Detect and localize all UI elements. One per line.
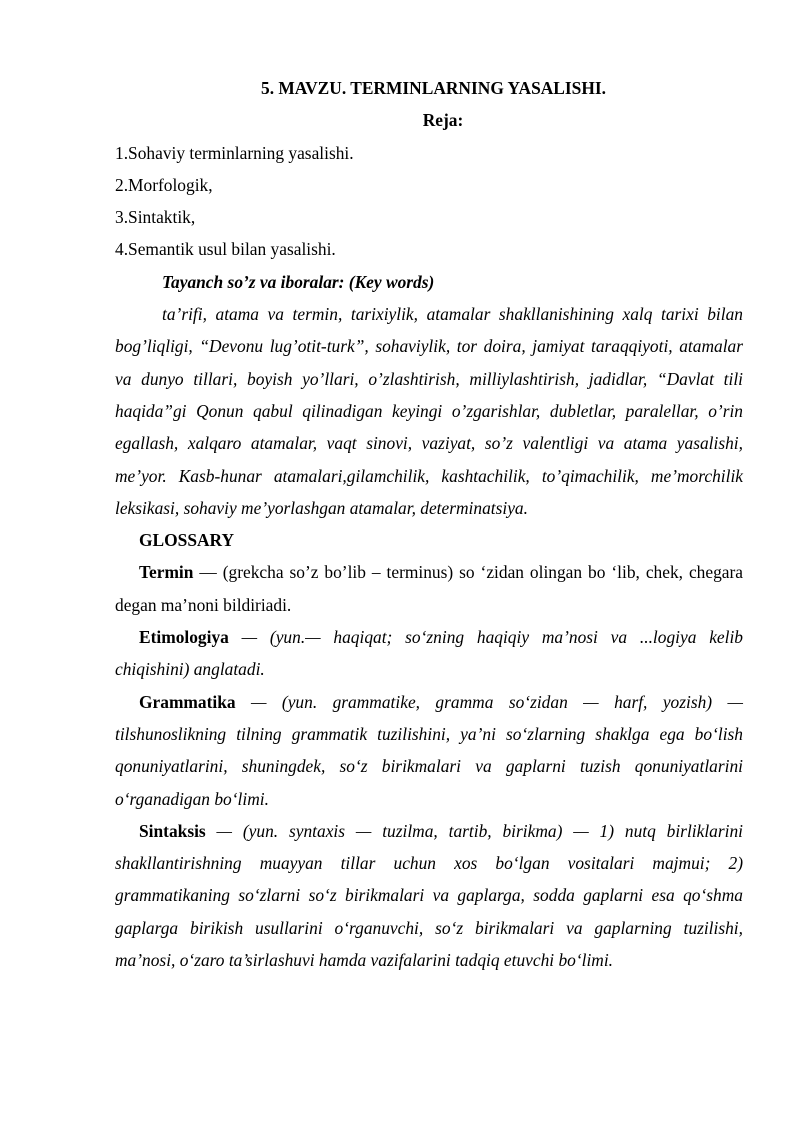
glossary-entry-etimologiya [115, 621, 743, 686]
plan-item-1: 1.Sohaviy terminlarning yasalishi. [115, 142, 354, 163]
glossary-heading: GLOSSARY [139, 530, 235, 551]
glossary-term: Termin [139, 562, 194, 583]
plan-item-3: 3.Sintaktik, [115, 207, 196, 228]
plan-heading: Reja: [422, 110, 464, 131]
document-body [115, 72, 743, 976]
glossary-term: Sintaksis [139, 820, 206, 841]
glossary-entry-grammatika [115, 686, 743, 815]
glossary-definition: — (grekcha so’z bo’lib – terminus) so ‘zidan olingan bo ‘lib, chek, chegara degan ma’noni bildiriadi. [115, 562, 743, 615]
glossary-definition: — (yun. grammatike, gramma so‘zidan — harf, yozish) — tilshunoslikning tilning grammatik tuzilishini, ya’ni so‘zlarning shaklga ega bo‘lish qonuniyatlarini, shuningdek, so‘z birikmalari va gaplarni tuzish qonuniyatlarini o‘rganadigan bo‘limi. [115, 691, 743, 809]
glossary-term: Grammatika [139, 691, 236, 712]
glossary-definition: — (yun. syntaxis — tuzilma, tartib, birikma) — 1) nutq birliklarini shakllantirishning muayyan tillar uchun xos bo‘lgan vositalari majmui; 2) grammatikaning so‘zlarni so‘z birikmalari va gaplarga, sodda gaplarni esa qo‘shma gaplarga birikish usullarini o‘rganuvchi, so‘z birikmalari va gaplarning tuzilishi, ma’nosi, o‘zaro ta’sirlashuvi hamda vazifalarini tadqiq etuvchi bo‘limi. [115, 820, 743, 971]
page-title: 5. MAVZU. TERMINLARNING YASALISHI. [261, 78, 606, 98]
glossary-definition: — (yun.— haqiqat; so‘zning haqiqiy ma’nosi va ...logiya kelib chiqishini) anglatadi. [115, 627, 743, 680]
plan-item-2: 2.Morfologik, [115, 174, 213, 195]
plan-item-4: 4.Semantik usul bilan yasalishi. [115, 239, 336, 260]
keywords-text: ta’rifi, atama va termin, tarixiylik, atamalar shakllanishining xalq tarixi bilan bog’liqligi, “Devonu lug’otit-turk”, sohaviylik, tor doira, jamiyat taraqqiyoti, atamalar va dunyo tillari, boyish yo’llari, o’zlashtirish, milliylashtirish, jadidlar, “Davlat tili haqida”gi Qonun qabul qilinadigan keyingi o’zgarishlar, dubletlar, paralellar, o’rin egallash, xalqaro atamalar, vaqt sinovi, vaziyat, so’z valentligi va atama yasalishi, me’yor. Kasb-hunar atamalari,gilamchilik, kashtachilik, to’qimachilik, me’morchilik leksikasi, sohaviy me’yorlashgan atamalar, determinatsiya. [115, 304, 743, 518]
glossary-entry-termin [115, 556, 743, 621]
glossary-term: Etimologiya [139, 627, 229, 648]
keywords-heading: Tayanch so’z va iboralar: (Key words) [162, 271, 435, 292]
glossary-entry-sintaksis [115, 815, 743, 976]
